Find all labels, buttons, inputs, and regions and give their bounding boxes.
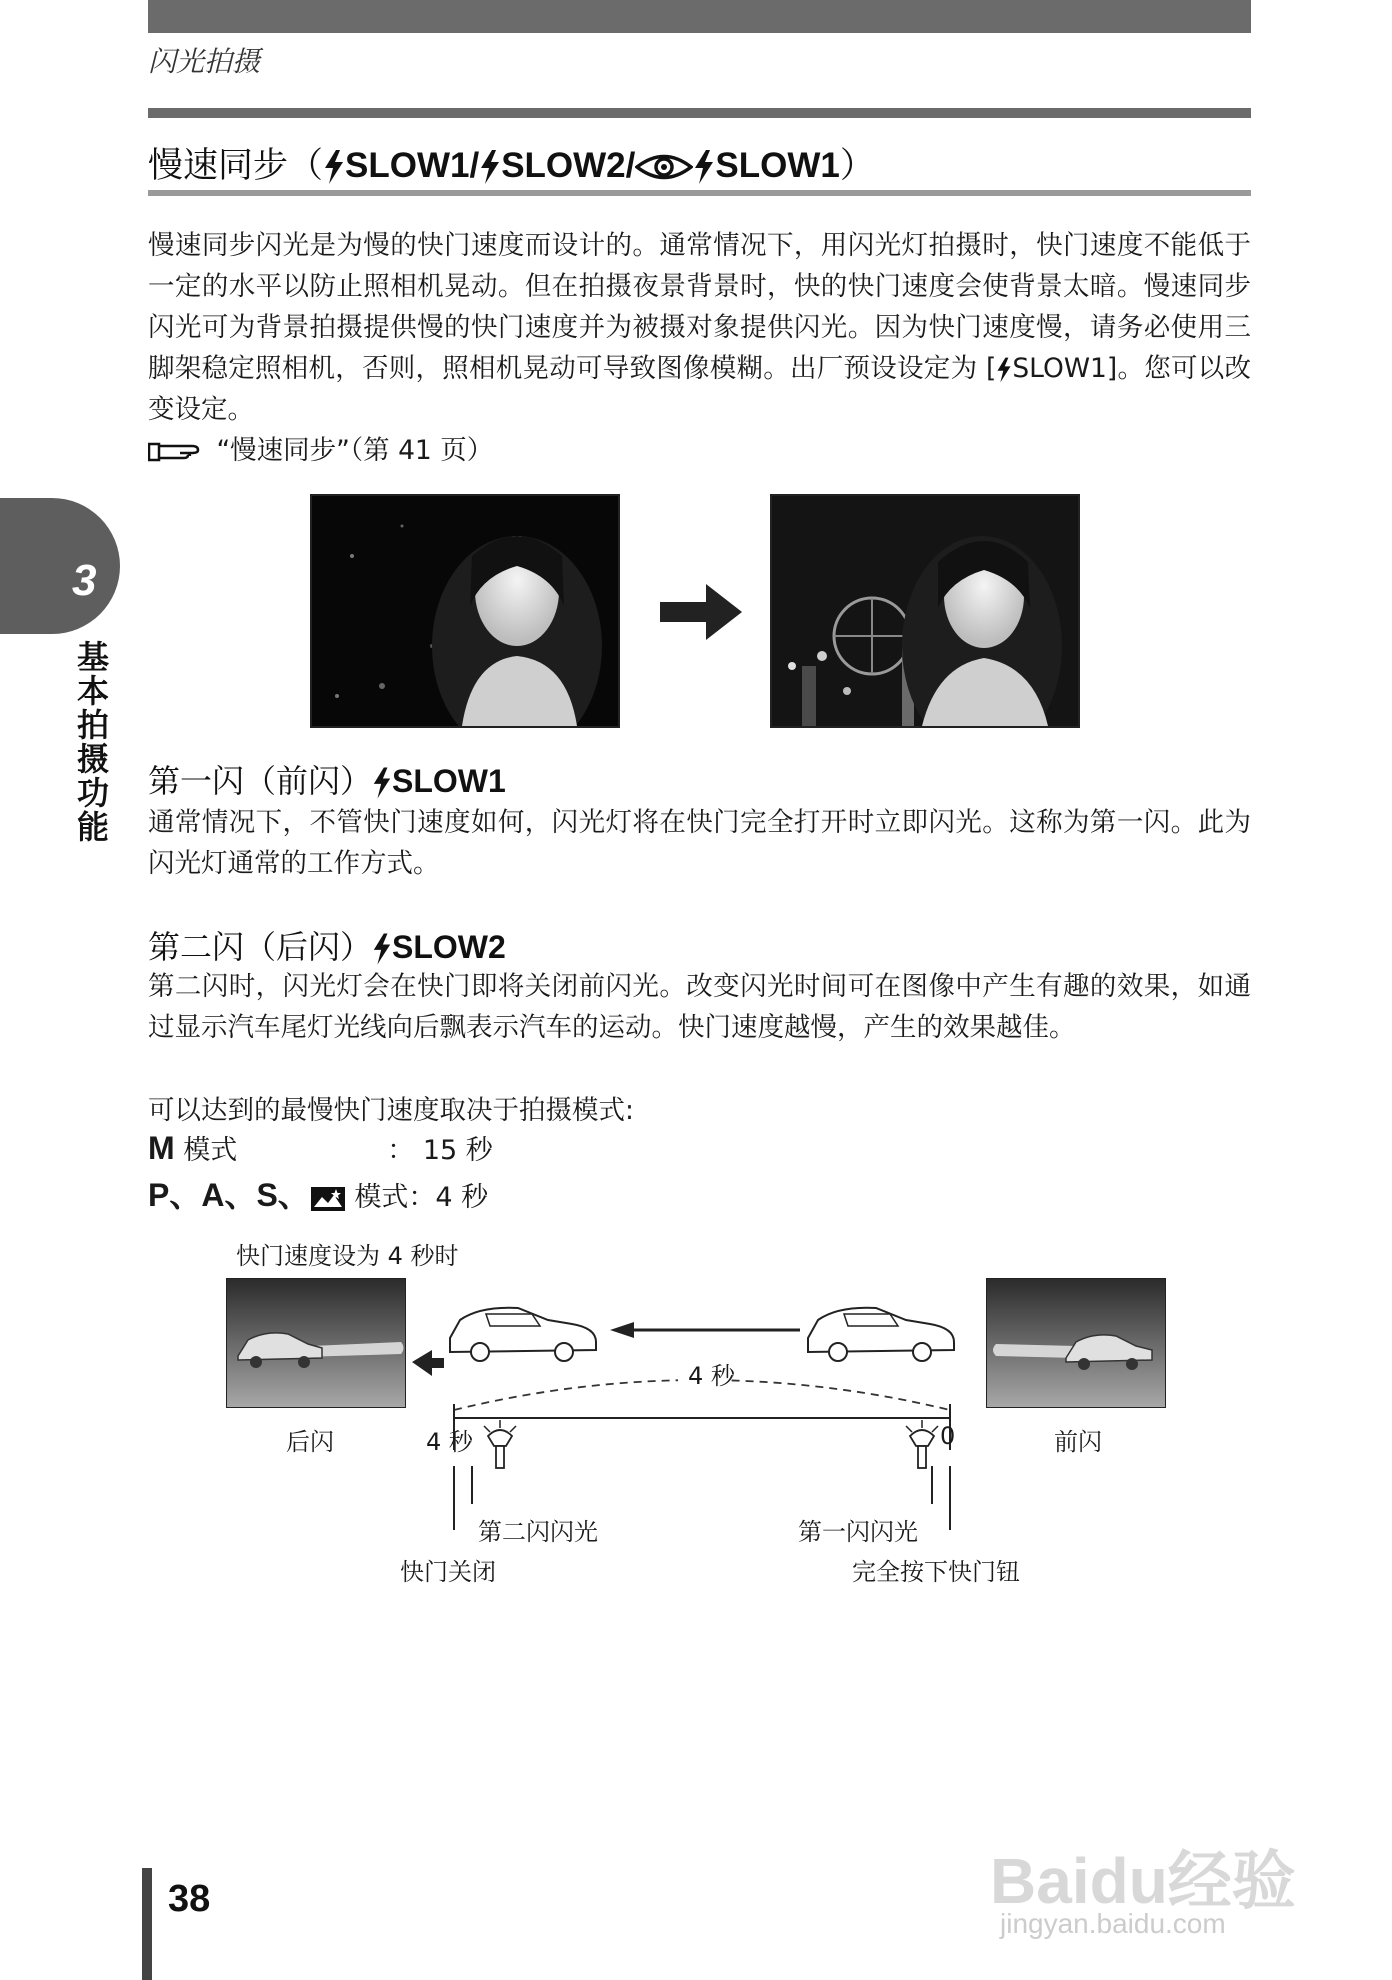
mode-pas-value: 4 秒 [435,1182,489,1213]
car-motion-trail-photo [226,1278,406,1408]
mode-pas-text: 模式： [345,1182,436,1213]
chapter-tab [0,498,120,634]
mode-m-label: M [148,1130,175,1166]
rear-flash-photo [226,1278,406,1408]
motion-arrow-head [610,1322,634,1338]
mode-pas-label: P、A、S、 [148,1177,310,1213]
section-rule [148,108,1251,118]
timing-diagram [400,1280,1000,1540]
mode-line-pas [148,1170,488,1216]
flash-icon [323,150,345,184]
start-time-label: 0 [940,1422,956,1450]
first-curtain-body: 通常情况下，不管快门速度如何，闪光灯将在快门完全打开时立即闪光。这称为第一闪。此为闪光灯通常的工作方式。 [148,807,1251,879]
intro-paragraph [148,225,1251,430]
flash-icon [372,933,392,965]
first-curtain-heading [148,756,506,802]
mode-m-value: ： 15 秒 [387,1135,493,1166]
slowest-speed-intro: 可以达到的最慢快门速度取决于拍摄模式: [148,1095,634,1126]
chapter-number: 3 [72,556,97,605]
car-forward-trail-photo [986,1278,1166,1408]
heading-slow1: SLOW1/ [345,146,480,185]
mode-line-m [148,1128,493,1167]
heading-suffix: ） [839,146,875,186]
second-curtain-body: 第二闪时，闪光灯会在快门即将关闭前闪光。改变闪光时间可在图像中产生有趣的效果，如通过显示汽车尾灯光线向后飘表示汽车的运动。快门速度越慢，产生的效果越佳。 [148,971,1251,1043]
front-flash-photo [986,1278,1166,1408]
night-portrait-dark [312,496,618,726]
page-heading [148,138,875,188]
second-curtain-heading [148,922,506,968]
shutter-close-label: 快门关闭 [400,1558,496,1586]
pointing-hand-icon [148,440,208,464]
heading-underline [148,190,1251,196]
photo-after [770,494,1080,728]
car-at-close-icon [450,1308,596,1361]
reference-text: “慢速同步”（第 41 页） [216,435,494,466]
end-time-label: 4 秒 [426,1428,473,1456]
photo-before [310,494,620,728]
red-eye-icon [635,150,693,184]
diagram-caption: 快门速度设为 4 秒时 [236,1242,459,1270]
first-curtain-title: 第一闪（前闪） [148,762,373,800]
flash-icon [372,767,392,799]
first-flash-label: 第一闪闪光 [798,1518,918,1546]
arrow-left-icon [412,1350,444,1376]
heading-slow1-redeye: SLOW1 [715,146,840,185]
front-flash-label: 前闪 [1054,1428,1102,1456]
flash-icon [693,150,715,184]
car-at-open-icon [808,1308,954,1361]
night-scene-icon [310,1185,346,1213]
mode-m-text: 模式 [174,1135,238,1166]
reference-line [148,430,748,471]
second-curtain-mode: SLOW2 [392,929,506,965]
default-setting: SLOW1] [1012,353,1118,384]
flash-icon [479,150,501,184]
header-bar [148,0,1251,33]
intro-text-end: 。您可以改变设定。 [148,353,1252,425]
heading-prefix: 慢速同步（ [148,146,324,186]
page-bar [142,1868,152,1980]
flash-bulb-icon [906,1420,938,1468]
duration-label: 4 秒 [688,1362,735,1390]
intro-text: 慢速同步闪光是为慢的快门速度而设计的。通常情况下，用闪光灯拍摄时，快门速度不能低于一定的水平以防止照相机晃动。但在拍摄夜景背景时，快的快门速度会使背景太暗。慢速同步闪光可为背景拍摄提供慢的快门速度并为被摄对象提供闪光。因为快门速度慢，请务必使用三脚架稳定照相机，否则，照相机晃动可导致图像模糊。出厂预设设定为 [ [148,230,1251,384]
second-curtain-title: 第二闪（后闪） [148,928,373,966]
chapter-title: 基本拍摄功能 [72,640,110,844]
section-label: 闪光拍摄 [148,45,261,78]
watermark-logo: Baidu经验 [990,1845,1296,1917]
shutter-press-label: 完全按下快门钮 [852,1558,1020,1586]
second-flash-label: 第二闪闪光 [478,1518,598,1546]
first-curtain-mode: SLOW1 [392,763,506,799]
flash-icon [996,357,1012,383]
flash-bulb-icon [484,1420,516,1468]
page-number: 38 [168,1878,211,1920]
heading-slow2: SLOW2/ [501,146,636,185]
arrow-right-icon [660,584,742,640]
watermark-url: jingyan.baidu.com [1000,1908,1226,1939]
rear-flash-label: 后闪 [286,1428,334,1456]
night-portrait-slow-sync [772,496,1078,726]
